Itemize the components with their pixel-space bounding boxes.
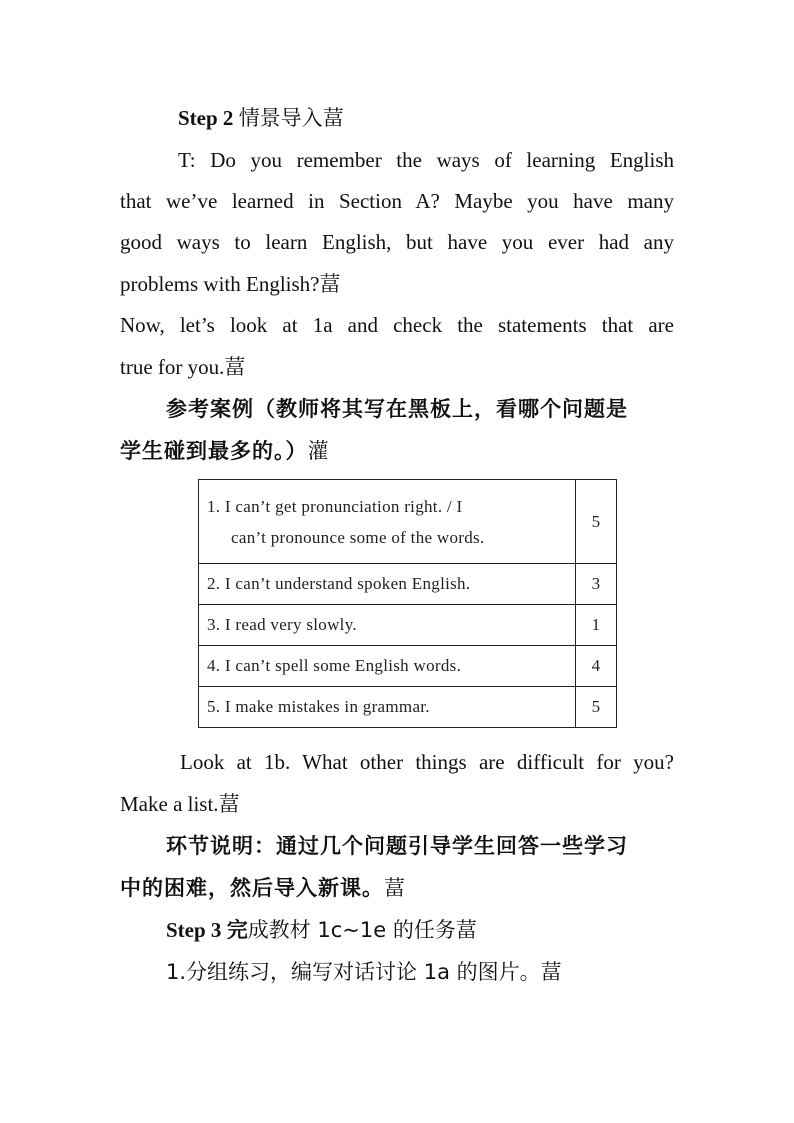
reference-line-2 — [120, 437, 329, 465]
teacher-line-6-mark: 葍 — [224, 355, 246, 379]
statement-cell: 5. I make mistakes in grammar. — [199, 687, 576, 728]
table-row — [199, 480, 617, 564]
statement-cell: 3. I read very slowly. — [199, 605, 576, 646]
statement-1-line-2: can’t pronounce some of the words. — [231, 527, 485, 547]
explanation-line-1: 环节说明：通过几个问题引导学生回答一些学习 — [166, 834, 628, 858]
teacher-line-6-text: true for you. — [120, 355, 225, 379]
item-1-mark: 葍 — [540, 960, 562, 984]
look1b-mark: 葍 — [218, 792, 240, 816]
statement-cell — [199, 480, 576, 564]
difficulties-table — [198, 479, 617, 728]
count-cell: 5 — [576, 687, 617, 728]
explanation-line-2-text: 中的困难，然后导入新课。 — [120, 876, 384, 900]
statement-cell: 4. I can’t spell some English words. — [199, 646, 576, 687]
teacher-line-4-mark: 葍 — [319, 272, 341, 296]
step3-title-rest: 成教材 1c~1e 的任务 — [247, 918, 456, 942]
statement-1-line-1: 1. I can’t get pronunciation right. / I — [207, 496, 463, 516]
explanation-mark: 葍 — [384, 876, 405, 900]
teacher-line-2: that we’ve learned in Section A? Maybe you have many — [120, 189, 674, 213]
step2-heading — [178, 104, 344, 132]
teacher-line-4 — [120, 270, 340, 298]
look1b-line-2-text: Make a list. — [120, 792, 219, 816]
count-cell: 5 — [576, 480, 617, 564]
explanation-line-2 — [120, 874, 405, 902]
statement-cell: 2. I can’t understand spoken English. — [199, 564, 576, 605]
table-row — [199, 646, 617, 687]
step2-mark: 葍 — [322, 106, 344, 130]
teacher-line-4-text: problems with English? — [120, 272, 320, 296]
count-cell: 1 — [576, 605, 617, 646]
step2-title: 情景导入 — [238, 106, 323, 130]
reference-mark: 灌 — [307, 439, 329, 463]
step3-heading — [166, 916, 477, 944]
step3-label: Step 3 — [166, 918, 222, 942]
teacher-line-1: T: Do you remember the ways of learning English — [178, 148, 674, 172]
look1b-line-2 — [120, 790, 240, 818]
reference-line-1: 参考案例（教师将其写在黑板上，看哪个问题是 — [166, 397, 628, 421]
table-row — [199, 687, 617, 728]
item-1-text: 1.分组练习，编写对话讨论 1a 的图片。 — [166, 960, 541, 984]
count-cell: 3 — [576, 564, 617, 605]
step3-mark: 葍 — [455, 918, 477, 942]
teacher-line-3: good ways to learn English, but have you ever had any — [120, 230, 674, 254]
look1b-line-1: Look at 1b. What other things are difficult for you? — [180, 750, 674, 774]
step2-label: Step 2 — [178, 106, 234, 130]
teacher-line-5: Now, let’s look at 1a and check the statements that are — [120, 313, 674, 337]
item-1 — [166, 958, 562, 986]
step3-title-bold: 完 — [226, 918, 248, 942]
teacher-line-6 — [120, 353, 245, 381]
table-row — [199, 605, 617, 646]
reference-line-2-text: 学生碰到最多的。） — [120, 439, 308, 463]
count-cell: 4 — [576, 646, 617, 687]
table-row — [199, 564, 617, 605]
